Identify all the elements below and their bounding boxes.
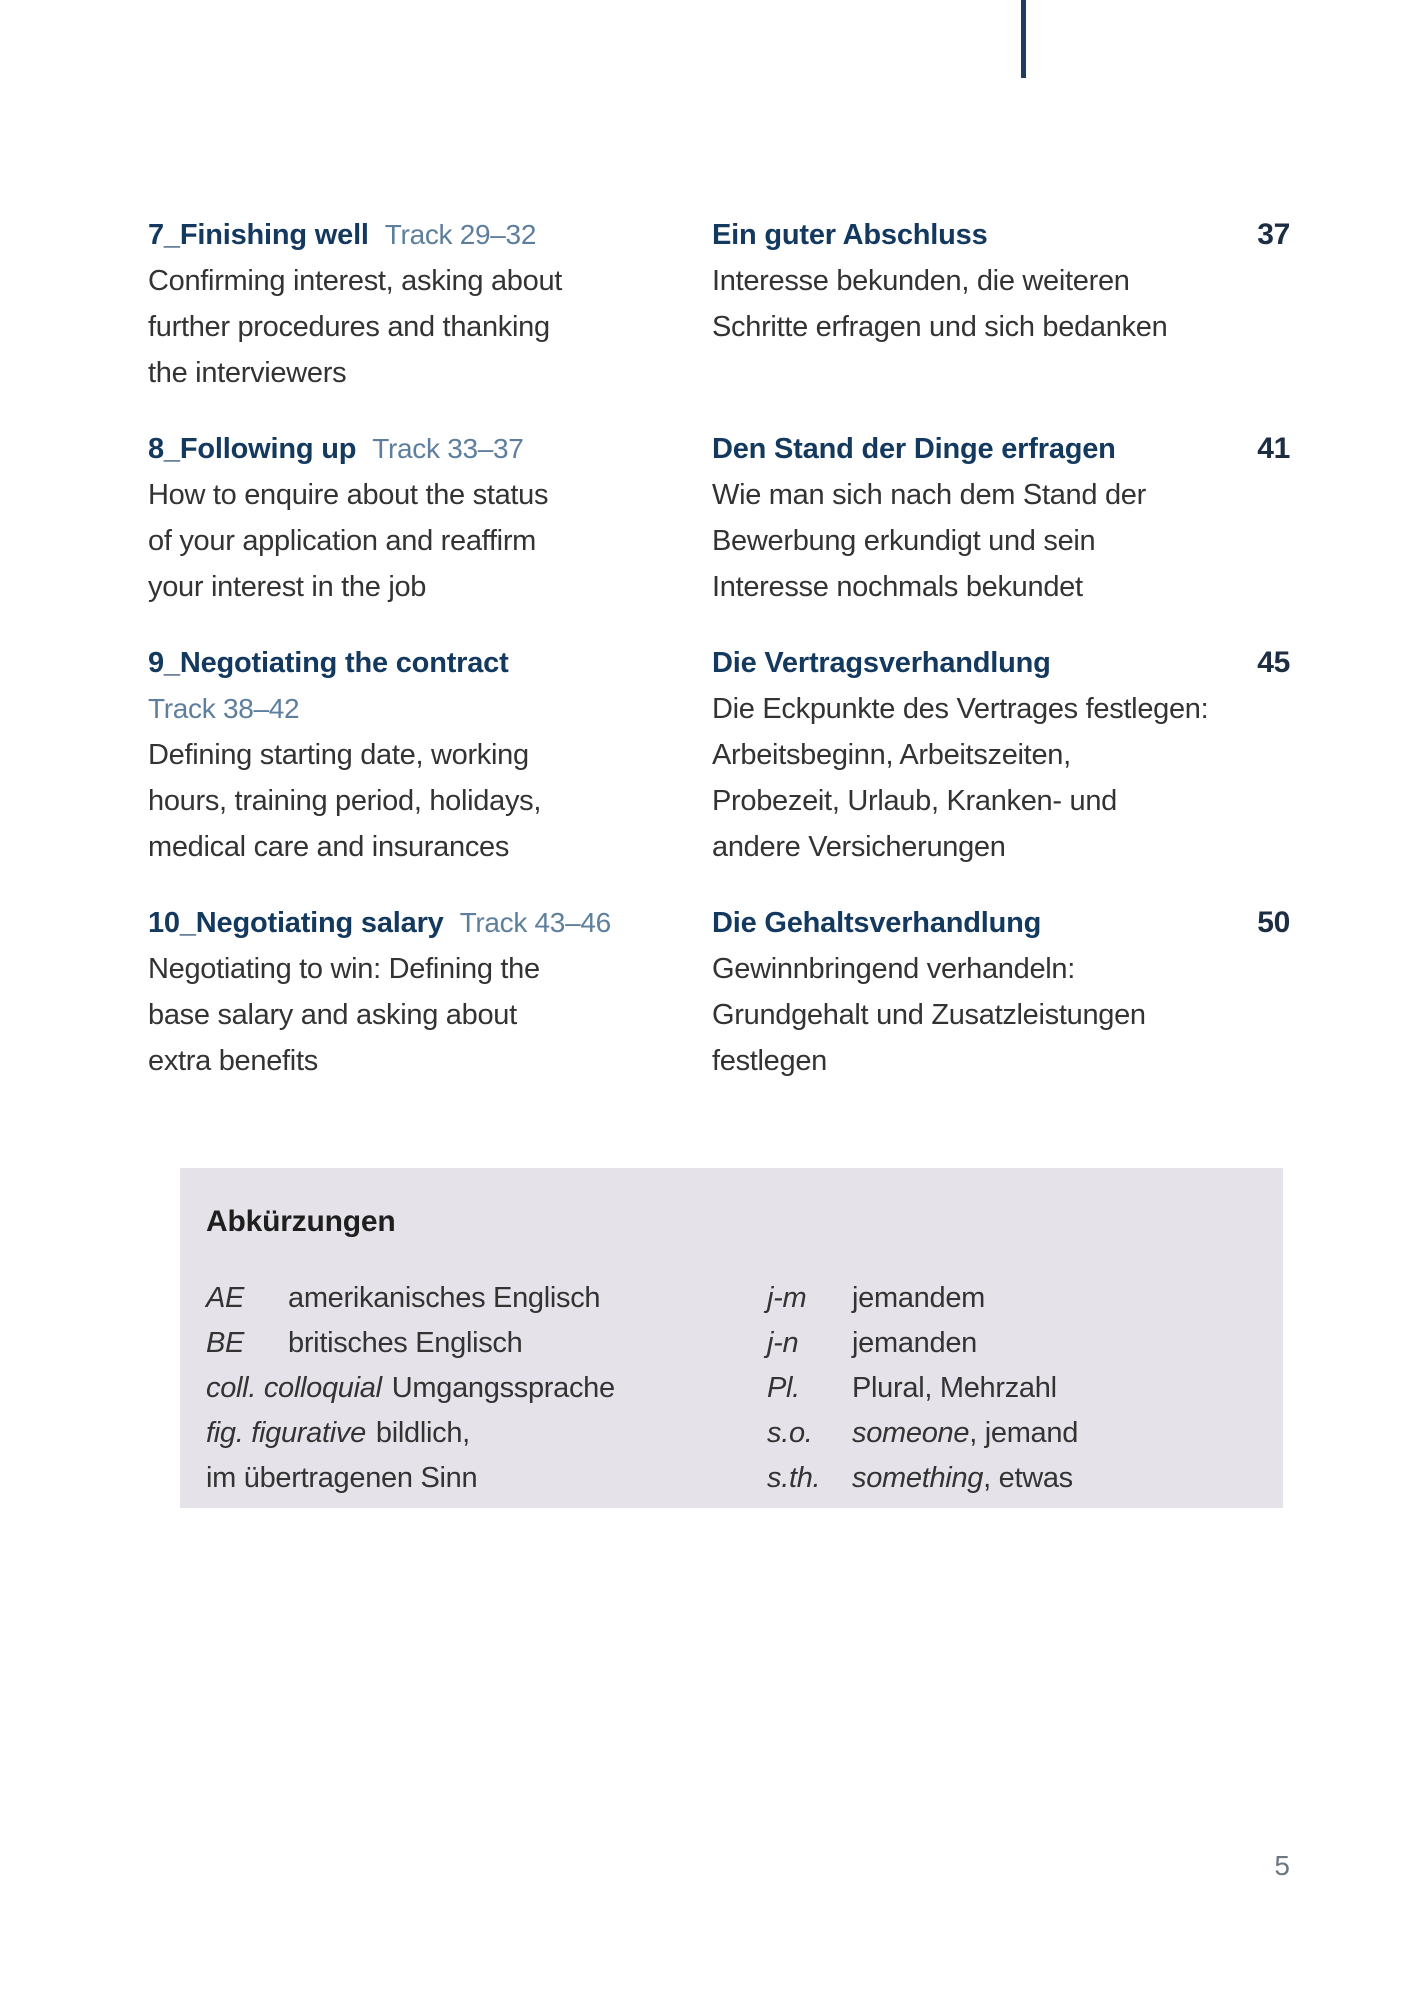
abbreviation-row (206, 1276, 767, 1321)
entry-desc-line: festlegen (712, 1045, 827, 1077)
entry-page-number: 37 (1257, 218, 1290, 251)
entry-page-number: 41 (1257, 432, 1290, 465)
entry-desc-line: Defining starting date, working (148, 739, 529, 771)
entry-title-de: Ein guter Abschluss (712, 219, 988, 251)
entry-desc-line: further procedures and thanking (148, 311, 550, 343)
toc-entry-german-column (712, 640, 1290, 870)
abbreviation-row (206, 1411, 767, 1456)
abbreviations-columns (206, 1276, 1283, 1501)
entry-desc-line: Die Eckpunkte des Vertrages festlegen: (712, 693, 1209, 725)
abbreviation-definition: jemandem (852, 1282, 985, 1314)
entry-desc-line: Schritte erfragen und sich bedanken (712, 311, 1168, 343)
abbreviation-row-continuation (206, 1456, 767, 1501)
abbreviation-term: j-n (767, 1327, 799, 1359)
abbreviation-definition: someone, jemand (852, 1417, 1079, 1449)
abbreviations-title: Abkürzungen (206, 1205, 396, 1238)
toc-entry-english-column (148, 426, 712, 610)
abbreviation-row (206, 1366, 767, 1411)
entry-desc-line: andere Versicherungen (712, 831, 1006, 863)
entry-title-line (148, 900, 712, 946)
top-right-rule-bar (1021, 0, 1026, 78)
entry-page-number: 45 (1257, 646, 1290, 679)
abbreviation-definition: Umgangssprache (391, 1372, 615, 1404)
abbreviation-row (767, 1366, 1283, 1411)
entry-desc-line: medical care and insurances (148, 831, 510, 863)
abbreviation-row (767, 1456, 1283, 1501)
entry-page-number: 50 (1257, 906, 1290, 939)
toc-entry-9 (148, 640, 1290, 870)
track-label: Track 38–42 (148, 693, 300, 724)
abbreviation-row (206, 1321, 767, 1366)
abbreviation-definition: Plural, Mehrzahl (852, 1372, 1057, 1404)
entry-desc-line: Interesse bekunden, die weiteren (712, 265, 1130, 297)
abbreviation-definition: something, etwas (852, 1462, 1073, 1494)
abbreviation-term: j-m (767, 1282, 807, 1314)
entry-desc-line: Interesse nochmals bekundet (712, 571, 1083, 603)
abbreviation-term: s.o. (767, 1417, 813, 1449)
abbreviation-term: fig. figurative (206, 1417, 366, 1449)
entry-desc-line: Confirming interest, asking about (148, 265, 563, 297)
toc-entry-7 (148, 212, 1290, 396)
entry-desc-line: the interviewers (148, 357, 347, 389)
entry-desc-line: Negotiating to win: Defining the (148, 953, 540, 985)
entry-desc-line: Wie man sich nach dem Stand der (712, 479, 1146, 511)
abbreviation-term: coll. colloquial (206, 1372, 382, 1404)
entry-desc-line: Grundgehalt und Zusatzleistungen (712, 999, 1146, 1031)
abbreviation-definition: jemanden (852, 1327, 977, 1359)
entry-desc-line: Bewerbung erkundigt und sein (712, 525, 1096, 557)
entry-desc-line: Arbeitsbeginn, Arbeitszeiten, (712, 739, 1071, 771)
entry-title-en: 9_Negotiating the contract (148, 647, 509, 679)
entry-desc-line: of your application and reaffirm (148, 525, 537, 557)
toc-entry-german-column (712, 900, 1290, 1084)
entry-title-line (148, 640, 712, 686)
abbreviation-term: s.th. (767, 1462, 821, 1494)
abbreviation-definition: bildlich, (375, 1417, 470, 1449)
entry-desc-line: base salary and asking about (148, 999, 517, 1031)
abbreviation-row (767, 1276, 1283, 1321)
entry-desc-line: How to enquire about the status (148, 479, 549, 511)
entry-title-de: Die Vertragsverhandlung (712, 647, 1051, 679)
entry-title-de: Den Stand der Dinge erfragen (712, 433, 1116, 465)
abbreviation-term: Pl. (767, 1372, 800, 1404)
abbreviation-term: AE (206, 1282, 245, 1314)
entry-title-en: 8_Following up (148, 433, 357, 465)
toc-entry-english-column (148, 640, 712, 870)
entry-desc-line: Probezeit, Urlaub, Kranken- und (712, 785, 1117, 817)
table-of-contents (148, 212, 1290, 1114)
toc-entry-english-column (148, 900, 712, 1084)
abbreviation-definition: amerikanisches Englisch (288, 1282, 601, 1314)
entry-title-en: 10_Negotiating salary (148, 907, 444, 939)
track-label: Track 29–32 (384, 219, 537, 250)
entry-title-line (148, 426, 712, 472)
abbreviation-row (767, 1321, 1283, 1366)
toc-entry-8 (148, 426, 1290, 610)
abbreviation-definition: britisches Englisch (288, 1327, 523, 1359)
entry-desc-line: your interest in the job (148, 571, 427, 603)
toc-entry-english-column (148, 212, 712, 396)
track-label: Track 43–46 (459, 907, 611, 938)
entry-title-line (148, 212, 712, 258)
toc-entry-10 (148, 900, 1290, 1084)
abbreviations-box (180, 1168, 1283, 1508)
entry-desc-line: hours, training period, holidays, (148, 785, 542, 817)
page-number: 5 (1274, 1850, 1290, 1881)
entry-desc-line: extra benefits (148, 1045, 318, 1077)
entry-title-de: Die Gehaltsverhandlung (712, 907, 1042, 939)
entry-desc-line: Gewinnbringend verhandeln: (712, 953, 1076, 985)
toc-entry-german-column (712, 426, 1290, 610)
track-label: Track 33–37 (372, 433, 524, 464)
abbreviation-definition: im übertragenen Sinn (206, 1462, 478, 1494)
abbreviation-term: BE (206, 1327, 245, 1359)
entry-title-en: 7_Finishing well (148, 219, 369, 251)
abbreviations-left-column (206, 1276, 767, 1501)
abbreviations-right-column (767, 1276, 1283, 1501)
abbreviation-row (767, 1411, 1283, 1456)
toc-entry-german-column (712, 212, 1290, 396)
